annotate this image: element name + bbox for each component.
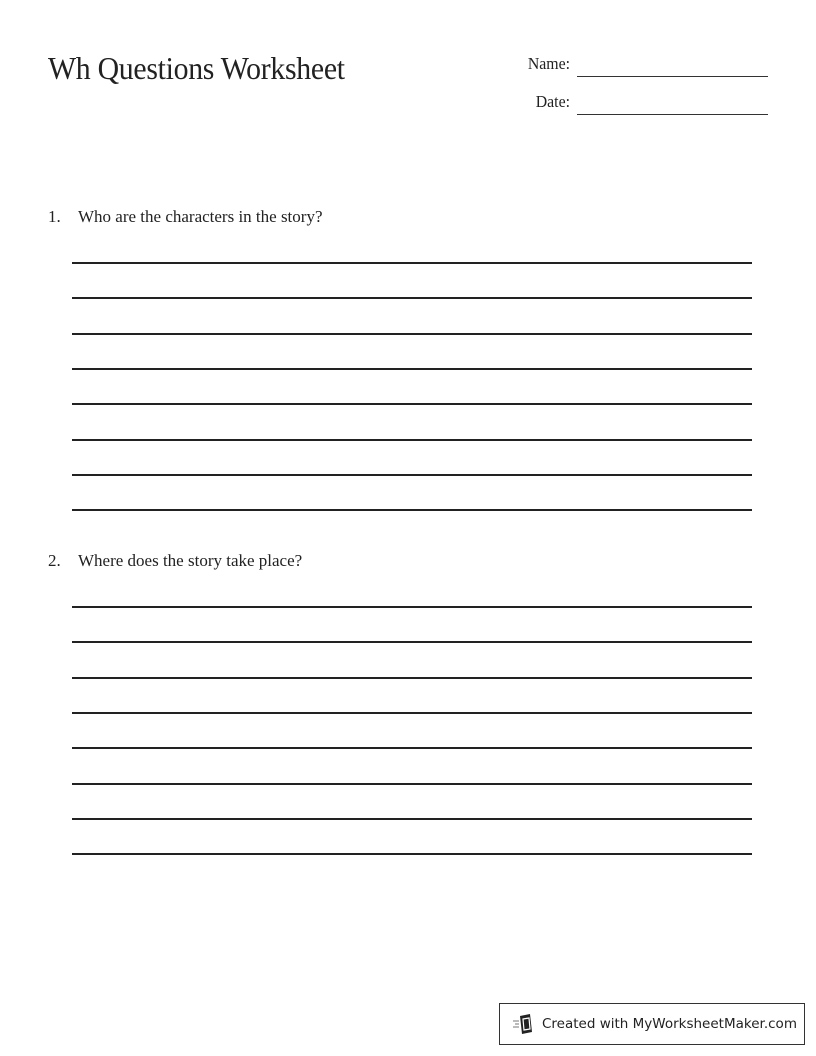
answer-line[interactable] bbox=[72, 474, 752, 476]
answer-line[interactable] bbox=[72, 853, 752, 855]
answer-line[interactable] bbox=[72, 368, 752, 370]
date-field[interactable] bbox=[577, 114, 768, 115]
question-text: Who are the characters in the story? bbox=[78, 207, 323, 226]
answer-line[interactable] bbox=[72, 606, 752, 608]
answer-line[interactable] bbox=[72, 712, 752, 714]
question-number: 1. bbox=[48, 207, 61, 226]
book-logo-icon bbox=[512, 1013, 534, 1035]
answer-line[interactable] bbox=[72, 783, 752, 785]
answer-line[interactable] bbox=[72, 641, 752, 643]
answer-line[interactable] bbox=[72, 747, 752, 749]
page-title: Wh Questions Worksheet bbox=[48, 50, 345, 86]
question-2 bbox=[48, 551, 302, 571]
answer-line[interactable] bbox=[72, 297, 752, 299]
answer-line[interactable] bbox=[72, 509, 752, 511]
name-label: Name: bbox=[527, 54, 570, 73]
date-label: Date: bbox=[535, 92, 570, 111]
question-number: 2. bbox=[48, 551, 61, 570]
question-1 bbox=[48, 207, 323, 227]
answer-line[interactable] bbox=[72, 403, 752, 405]
answer-line[interactable] bbox=[72, 677, 752, 679]
answer-line[interactable] bbox=[72, 262, 752, 264]
footer-badge[interactable] bbox=[499, 1003, 805, 1045]
answer-line[interactable] bbox=[72, 439, 752, 441]
footer-text: Created with MyWorksheetMaker.com bbox=[542, 1016, 797, 1032]
answer-line[interactable] bbox=[72, 333, 752, 335]
question-text: Where does the story take place? bbox=[78, 551, 303, 570]
name-field[interactable] bbox=[577, 76, 768, 77]
answer-line[interactable] bbox=[72, 818, 752, 820]
